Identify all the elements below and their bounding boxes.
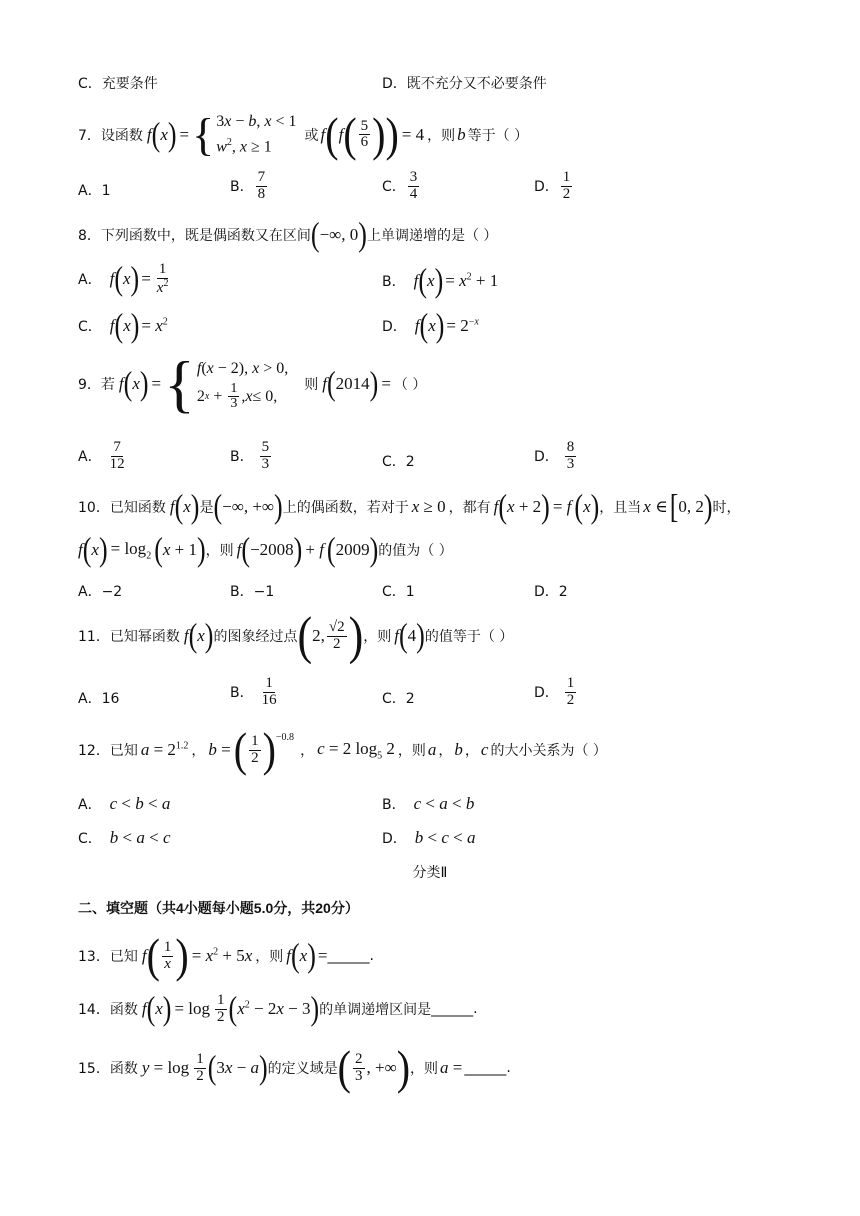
q8-option-c: C． f ( x ) = $x^2$ [78,306,168,345]
q15-answer-blank[interactable]: ______. [464,1060,511,1076]
section-divider: 分类Ⅱ [412,865,448,881]
q9-option-d: D． $\frac{8}{3}$ [534,439,575,472]
q7-option-d: D． $\frac{1}{2}$ [534,169,571,202]
q12-option-d: D． b < c < a [382,828,476,847]
question-14: 14．函数 f ( x ) = log $\frac{1}{2}$ ( $x^2 - 2x - 3$ ) 的单调递增区间是 ______. [78,989,478,1028]
q7-option-c: C． $\frac{3}{4}$ [382,169,418,202]
q8-option-b: B． f ( x ) = $x^2 + 1$ [382,261,499,300]
q7-option-b: B． $\frac{7}{8}$ [230,169,266,202]
section-heading: 二、填空题（共4小题每小题5.0分，共20分） [78,900,359,916]
q14-answer-blank[interactable]: ______. [431,1001,478,1018]
q12-option-b: B． c < a < b [382,794,475,813]
question-15: 15．函数 y = log $\frac{1}{2}$ ( 3x − a ) 的定义域是 ( $\frac{2}{3}$ , +∞ ) ，则 a = ______. [78,1040,511,1095]
q7-option-a: A．1 [78,183,111,199]
question-12: 12．已知 $a = 2^{1.2}$ ， b = ( $\frac{1}{2}$ ) $^{-0.8}$ ， c = 2 $\log_5 2$ ，则 a ， b ， c 的大小关系为（ ） [78,722,607,777]
q12-option-a: A． c < b < a [78,794,171,813]
q6-option-c: C．充要条件 [78,76,158,92]
q9-option-a: A． $\frac{7}{12}$ [78,439,125,472]
q8-option-d: D． f ( x ) = $2^{-x}$ [382,306,479,345]
question-8: 8．下列函数中，既是偶函数又在区间 ( −∞, 0 ) 上单调递增的是（ ） [78,215,498,254]
q11-option-a: A．16 [78,691,120,707]
q10-option-b: B．−1 [230,584,275,600]
q8-option-a: A． f ( x ) = $\frac{1}{x^2}$ [78,259,169,298]
q13-answer-blank[interactable]: ______. [327,948,374,964]
question-13: 13．已知 f ( $\frac{1}{x}$ ) = $x^2 + 5x$ ，则 f ( x ) = ______. [78,928,374,983]
q6-option-d: D．既不充分又不必要条件 [382,76,547,92]
question-9: 9．若 f ( x ) = { f(x − 2), x > 0, 2 x + $\frac{1}{3}$ , x ≤ 0, 则 f ( 2014 ) = （ ） [78,348,427,419]
q12-option-c: C． b < a < c [78,828,171,847]
q9-option-c: C．2 [382,454,415,470]
question-10: 10．已知函数 f ( x ) 是 ( −∞, +∞ ) 上的偶函数，若对于 x ≥ 0 ，都有 f ( x + 2 ) = f ( x ) ，且当 x ∈ [ 0, 2 ) 时， [78,487,741,526]
q10-option-c: C．1 [382,584,415,600]
q11-option-b: B． $\frac{1}{16}$ [230,675,277,708]
q11-option-c: C．2 [382,691,415,707]
q10-option-a: A．−2 [78,584,123,600]
q9-option-b: B． $\frac{5}{3}$ [230,439,270,472]
q10-option-d: D．2 [534,584,568,600]
q11-option-d: D． $\frac{1}{2}$ [534,675,575,708]
question-11: 11．已知幂函数 f ( x ) 的图象经过点 ( 2, $\frac{√2}{2}$ ) ，则 f ( 4 ) 的值等于（ ） [78,606,514,665]
question-10-line-2: f ( x ) = $\log_2$ ( x + 1 ) ，则 f ( −2008 ) + f ( 2009 ) 的值为（ ） [78,530,453,569]
question-7: 7．设函数 f ( x ) = { 3x − b, x < 1 $w^2$, x ≥ 1 或 f ( f ( $\frac{5}{6}$ ) ) = 4 ，则 b 等于（ ） [78,107,529,162]
